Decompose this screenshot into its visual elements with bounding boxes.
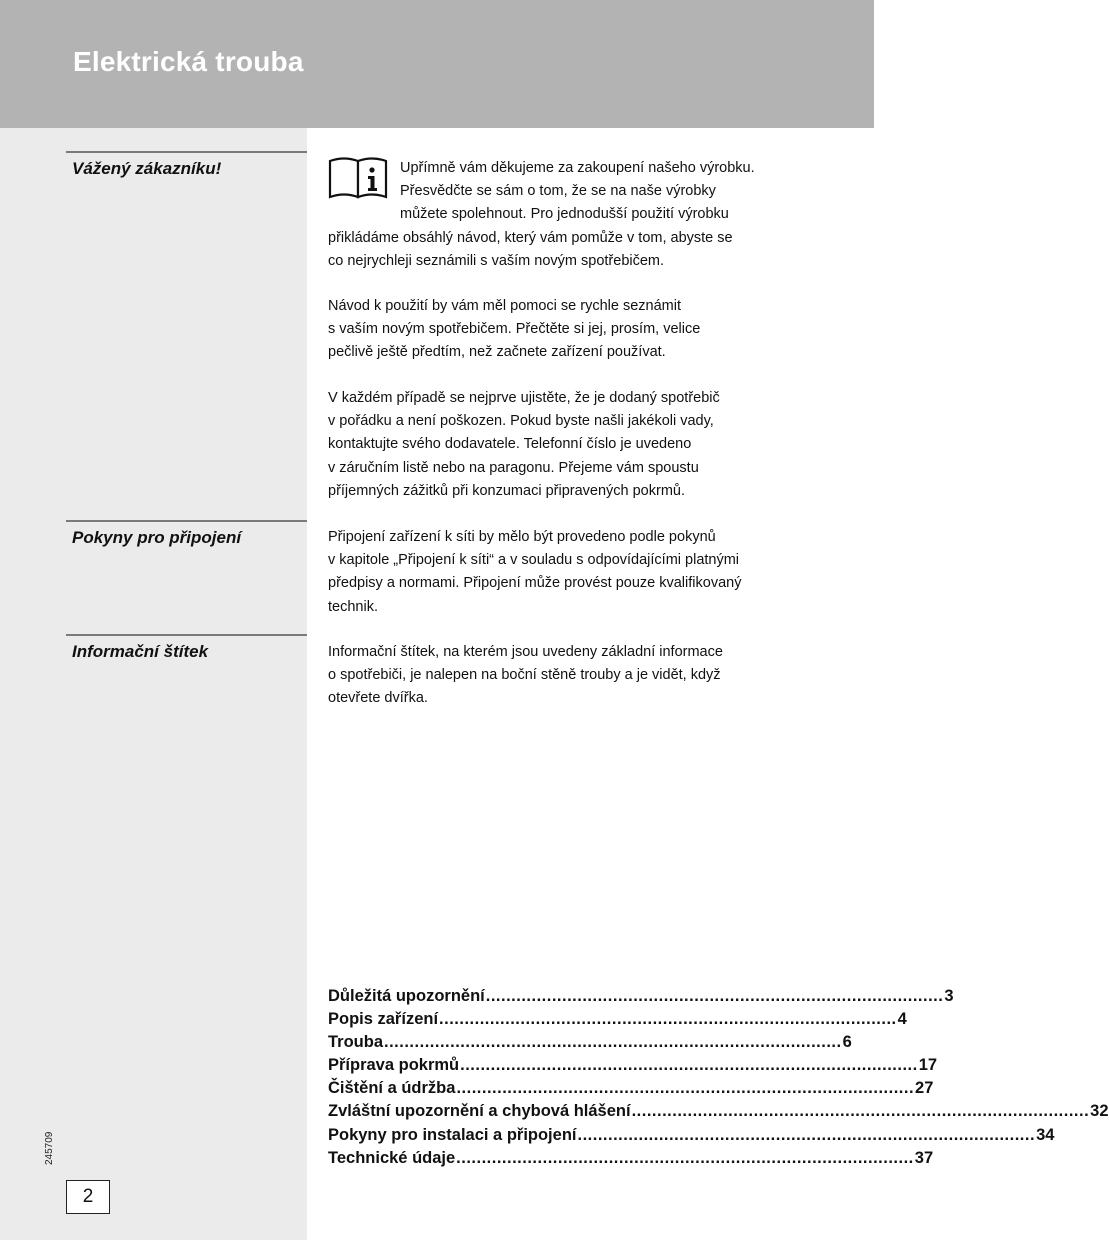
text-line: v záručním listě nebo na paragonu. Přejeme vám spoustu <box>328 459 699 476</box>
text-line: Návod k použití by vám měl pomoci se rychle seznámit <box>328 298 681 314</box>
toc-leader-dots: .......................................................................................... <box>456 1079 915 1098</box>
toc-entry[interactable] <box>328 1124 1055 1147</box>
welcome-paragraph-3 <box>328 387 828 503</box>
toc-entry-page: 4 <box>897 1010 907 1029</box>
rating-label-paragraph <box>328 641 828 711</box>
text-line: s vaším novým spotřebičem. Přečtěte si jej, prosím, velice <box>328 321 701 338</box>
toc-leader-dots: .......................................................................................... <box>456 1148 914 1167</box>
text-line: přikládáme obsáhlý návod, který vám pomůže v tom, abyste se <box>328 229 733 246</box>
toc-entry-page: 17 <box>918 1056 938 1075</box>
text-line: předpisy a normami. Připojení může provést pouze kvalifikovaný <box>328 575 742 592</box>
toc-entry[interactable] <box>328 1100 1109 1123</box>
page-header <box>0 0 874 128</box>
text-line: co nejrychleji seznámili s vaším novým spotřebičem. <box>328 252 665 269</box>
text-line: otevřete dvířka. <box>328 690 428 707</box>
text-line: můžete spolehnout. Pro jednodušší použití výrobku <box>400 206 729 223</box>
text-line: V každém případě se nejprve ujistěte, že je dodaný spotřebič <box>328 390 720 406</box>
text-line: příjemných zážitků při konzumaci připravených pokrmů. <box>328 482 685 499</box>
toc-entry[interactable] <box>328 1147 934 1170</box>
text-line: Upřímně vám děkujeme za zakoupení našeho výrobku. <box>400 160 755 176</box>
left-margin-panel <box>0 128 307 1240</box>
toc-leader-dots: .......................................................................................... <box>439 1010 897 1029</box>
welcome-paragraph-2 <box>328 295 828 365</box>
text-line: kontaktujte svého dodavatele. Telefonní číslo je uvedeno <box>328 436 692 453</box>
toc-entry-title: Pokyny pro instalaci a připojení <box>328 1125 577 1144</box>
toc-entry-title: Čištění a údržba <box>328 1079 456 1098</box>
toc-entry[interactable] <box>328 1077 934 1100</box>
document-code: 245709 <box>44 1131 55 1165</box>
text-line: v kapitole „Připojení k síti“ a v souladu s odpovídajícími platnými <box>328 552 740 569</box>
text-line: Přesvědčte se sám o tom, že se na naše výrobky <box>400 183 716 200</box>
text-line: Informační štítek, na kterém jsou uvedeny základní informace <box>328 644 723 660</box>
toc-entry-page: 3 <box>944 987 954 1005</box>
toc-entry[interactable] <box>328 985 954 1008</box>
text-line: pečlivě ještě předtím, než začnete zařízení používat. <box>328 344 666 361</box>
toc-entry-title: Popis zařízení <box>328 1010 439 1029</box>
toc-entry-title: Technické údaje <box>328 1148 456 1167</box>
toc-entry-title: Zvláštní upozornění a chybová hlášení <box>328 1102 631 1121</box>
toc-entry[interactable] <box>328 1008 907 1031</box>
toc-entry-title: Důležitá upozornění <box>328 987 485 1005</box>
toc-leader-dots: .......................................................................................... <box>460 1056 918 1075</box>
toc-entry-page: 27 <box>915 1079 934 1098</box>
page-title: Elektrická trouba <box>73 46 304 77</box>
heading-connection-instructions: Pokyny pro připojení <box>66 520 307 548</box>
text-line: o spotřebiči, je nalepen na boční stěně trouby a je vidět, když <box>328 667 721 684</box>
toc-leader-dots: .......................................................................................... <box>485 987 944 1005</box>
text-line: Připojení zařízení k síti by mělo být provedeno podle pokynů <box>328 529 716 545</box>
toc-entry-page: 37 <box>914 1148 934 1167</box>
heading-rating-label: Informační štítek <box>66 634 307 662</box>
table-of-contents <box>328 985 1109 1170</box>
toc-entry-title: Trouba <box>328 1033 384 1052</box>
toc-entry-page: 6 <box>842 1033 852 1052</box>
heading-dear-customer: Vážený zákazníku! <box>66 151 307 179</box>
toc-entry-page: 34 <box>1036 1125 1055 1144</box>
toc-entry-page: 32 <box>1090 1102 1109 1121</box>
toc-entry-title: Příprava pokrmů <box>328 1056 460 1075</box>
toc-leader-dots: .......................................................................................... <box>631 1102 1090 1121</box>
toc-entry[interactable] <box>328 1054 938 1077</box>
page-number <box>66 1180 110 1214</box>
text-line: technik. <box>328 598 378 615</box>
toc-leader-dots: .......................................................................................... <box>577 1125 1036 1144</box>
toc-leader-dots: .......................................................................................... <box>384 1033 842 1052</box>
toc-entry[interactable] <box>328 1031 852 1054</box>
page-number-label: 2 <box>82 1186 94 1207</box>
connection-paragraph <box>328 526 828 619</box>
text-line: v pořádku a není poškozen. Pokud byste našli jakékoli vady, <box>328 413 714 430</box>
welcome-paragraph-1 <box>328 157 828 273</box>
